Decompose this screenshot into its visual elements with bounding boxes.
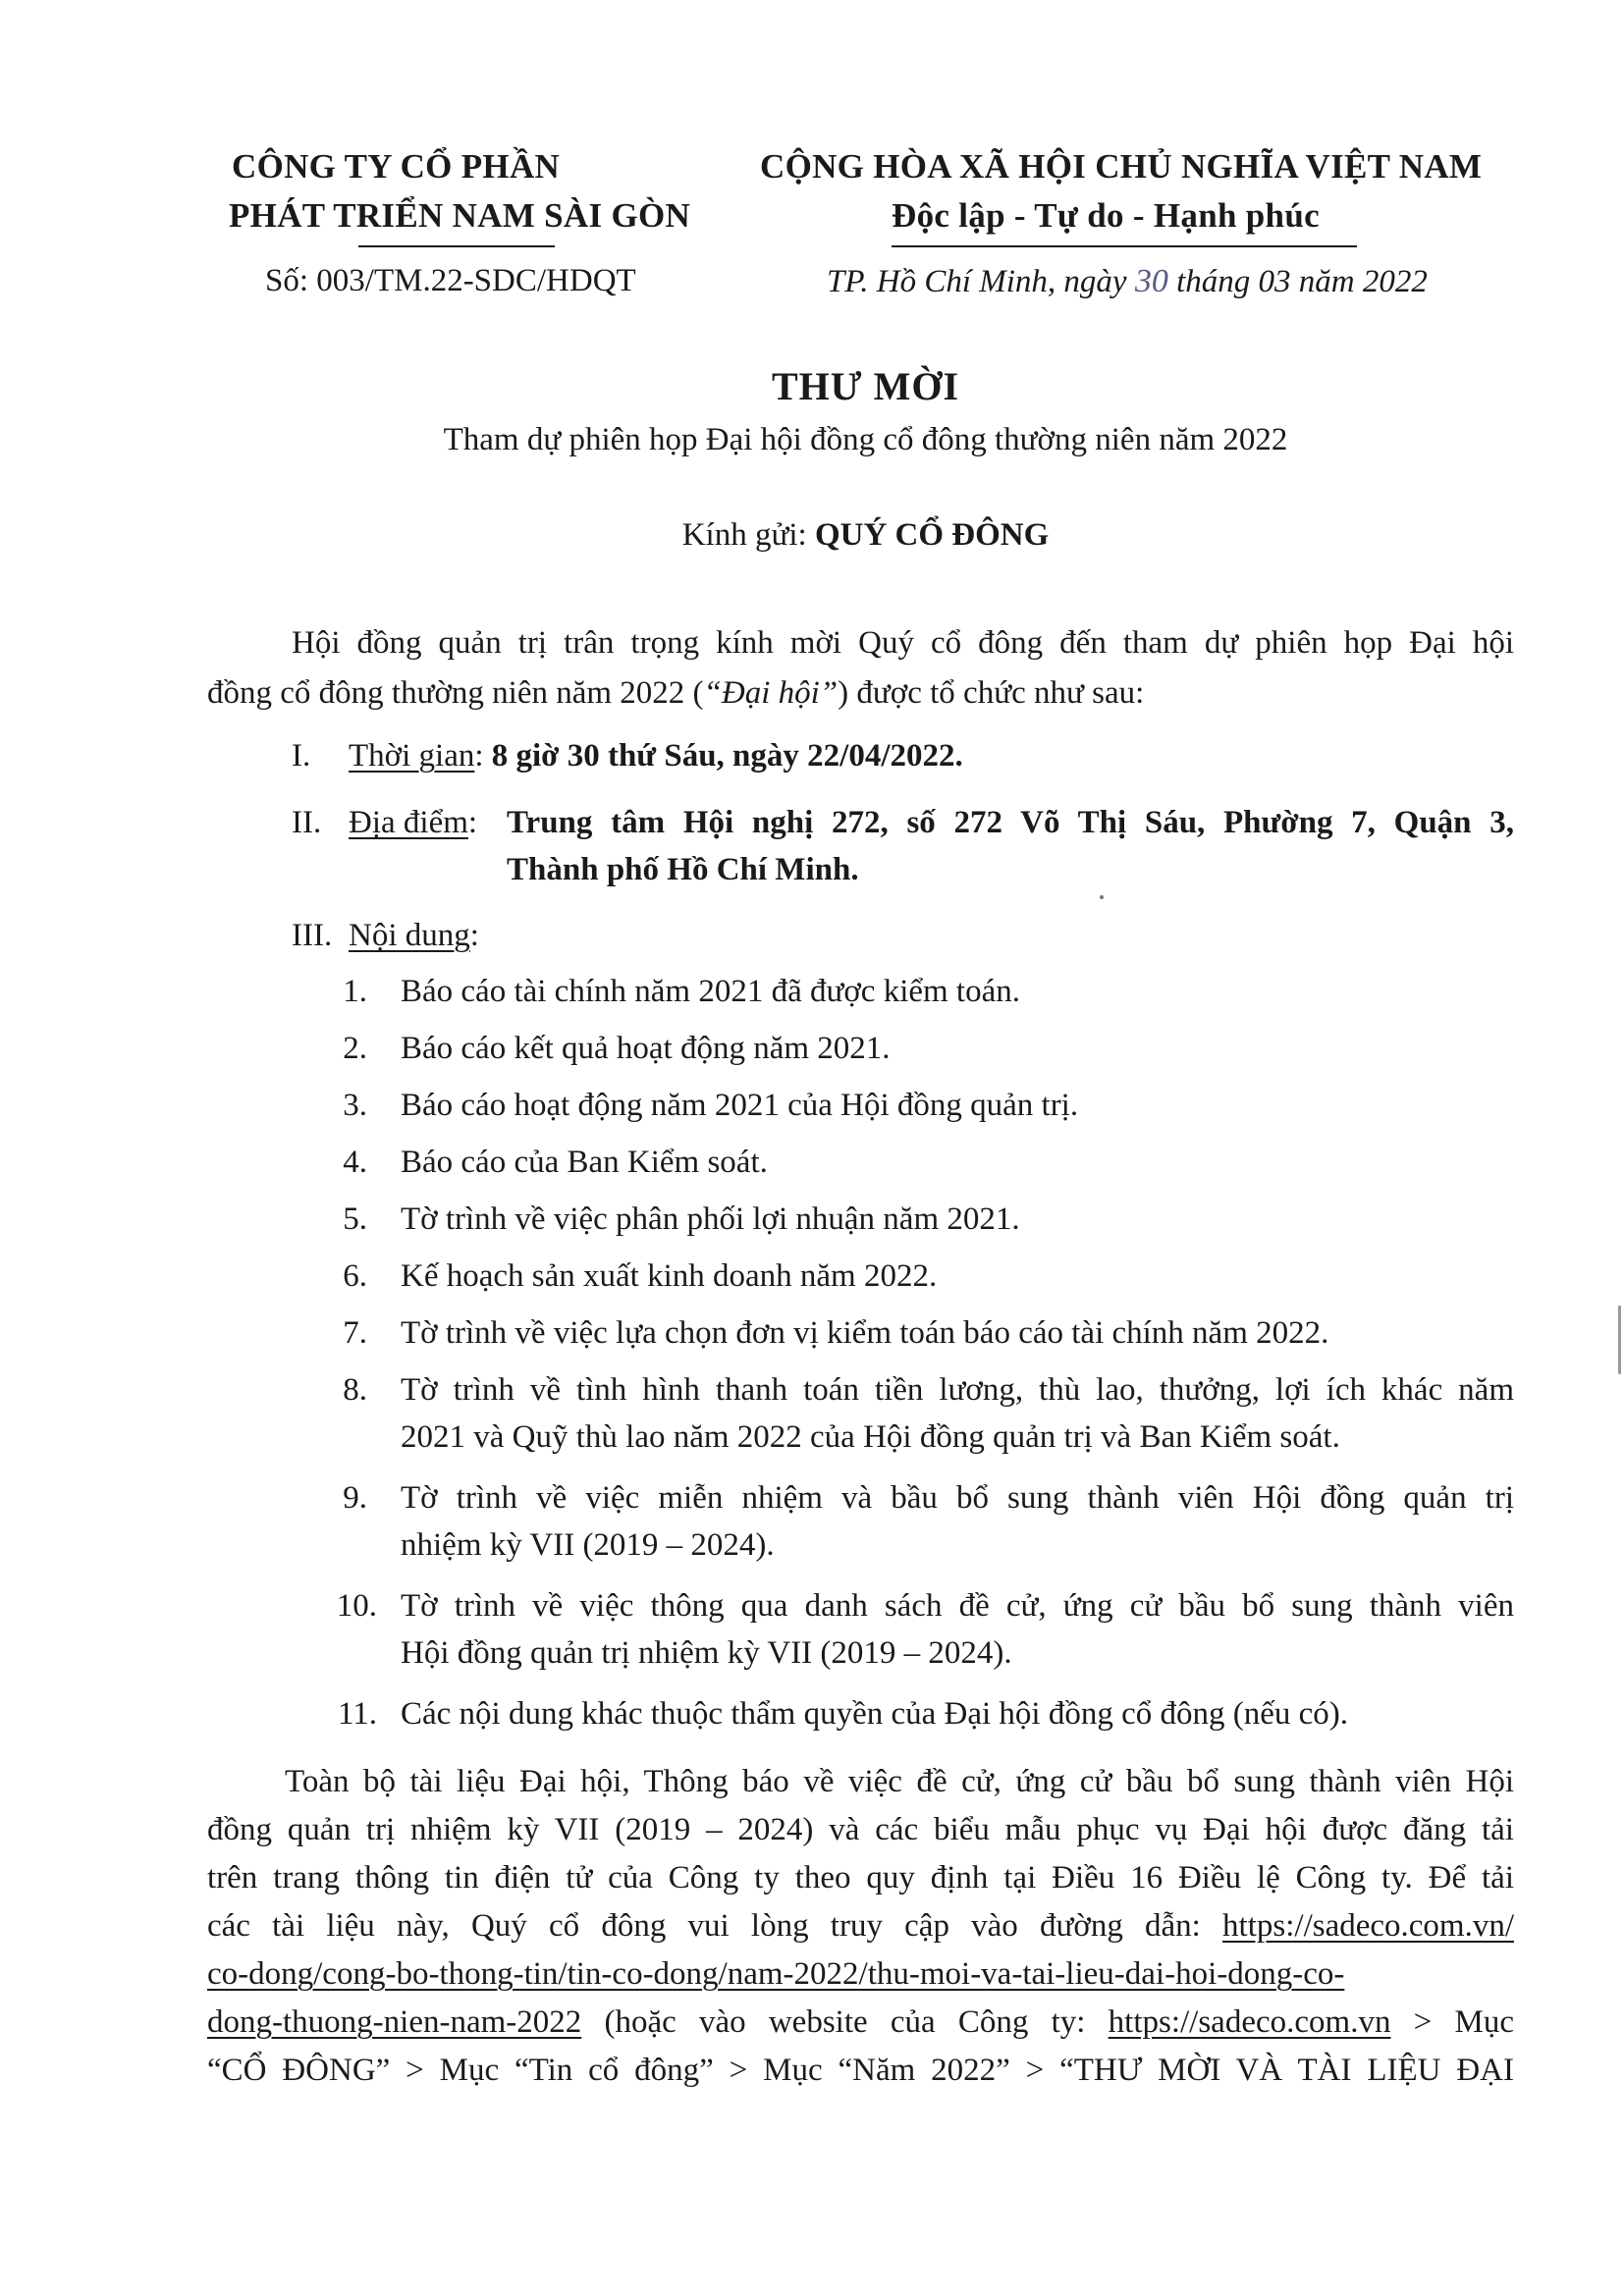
section-time-number: I. bbox=[292, 738, 311, 774]
agenda-number: 1. bbox=[343, 974, 367, 1009]
intro-line-2-italic: “Đại hội” bbox=[703, 675, 839, 711]
section-content-colon: : bbox=[469, 918, 479, 953]
agenda-item-cont: 2021 và Quỹ thù lao năm 2022 của Hội đồng quản trị và Ban Kiểm soát. bbox=[401, 1419, 1340, 1455]
agenda-item-cont: Hội đồng quản trị nhiệm kỳ VII (2019 – 2024). bbox=[401, 1635, 1012, 1671]
intro-line-2 bbox=[207, 675, 1144, 712]
agenda-item: Báo cáo kết quả hoạt động năm 2021. bbox=[401, 1031, 891, 1066]
nation-title: CỘNG HÒA XÃ HỘI CHỦ NGHĨA VIỆT NAM bbox=[760, 147, 1483, 186]
agenda-item: Tờ trình về việc lựa chọn đơn vị kiểm toán báo cáo tài chính năm 2022. bbox=[401, 1315, 1329, 1351]
closing-line-6-text-a: (hoặc vào website của Công ty: bbox=[581, 2004, 1109, 2040]
section-time-label: Thời gian bbox=[349, 738, 475, 774]
section-place-value-line2: Thành phố Hồ Chí Minh. bbox=[507, 852, 859, 887]
place-date-prefix: TP. Hồ Chí Minh, ngày bbox=[827, 264, 1135, 299]
agenda-item: Báo cáo của Ban Kiểm soát. bbox=[401, 1145, 768, 1180]
section-place-colon: : bbox=[467, 805, 478, 840]
agenda-item: Tờ trình về việc phân phối lợi nhuận năm 2021. bbox=[401, 1201, 1020, 1237]
closing-line-7: “CỔ ĐÔNG” > Mục “Tin cổ đông” > Mục “Năm 2022” > “THƯ MỜI VÀ TÀI LIỆU ĐẠI bbox=[207, 2053, 1514, 2088]
agenda-number: 3. bbox=[343, 1088, 367, 1123]
section-place bbox=[349, 805, 477, 841]
agenda-item: Tờ trình về việc miễn nhiệm và bầu bổ sung thành viên Hội đồng quản trị bbox=[401, 1480, 1514, 1516]
section-place-number: II. bbox=[292, 805, 322, 840]
agenda-number: 9. bbox=[343, 1480, 367, 1516]
place-date-suffix: tháng 03 năm 2022 bbox=[1167, 264, 1428, 299]
company-website-link[interactable]: https://sadeco.com.vn bbox=[1108, 2004, 1391, 2040]
company-name-line1: CÔNG TY CỔ PHẦN bbox=[232, 147, 561, 186]
closing-line-4 bbox=[207, 1908, 1514, 1945]
company-name-line2: PHÁT TRIỂN NAM SÀI GÒN bbox=[229, 196, 691, 235]
document-link-part1[interactable]: https://sadeco.com.vn/ bbox=[1222, 1908, 1514, 1944]
agenda-number: 8. bbox=[343, 1372, 367, 1408]
agenda-item: Báo cáo hoạt động năm 2021 của Hội đồng quản trị. bbox=[401, 1088, 1079, 1123]
agenda-item: Tờ trình về việc thông qua danh sách đề cử, ứng cử bầu bổ sung thành viên bbox=[401, 1588, 1514, 1624]
agenda-item: Tờ trình về tình hình thanh toán tiền lương, thù lao, thưởng, lợi ích khác năm bbox=[401, 1372, 1514, 1408]
agenda-number: 2. bbox=[343, 1031, 367, 1066]
nation-motto: Độc lập - Tự do - Hạnh phúc bbox=[892, 196, 1320, 235]
document-title: THƯ MỜI bbox=[771, 364, 960, 408]
section-content-number: III. bbox=[292, 918, 333, 953]
section-content bbox=[349, 918, 479, 954]
agenda-item: Kế hoạch sản xuất kinh doanh năm 2022. bbox=[401, 1258, 938, 1294]
document-number: Số: 003/TM.22-SDC/HDQT bbox=[265, 263, 636, 298]
agenda-number: 7. bbox=[343, 1315, 367, 1351]
closing-line-6-text-b: > Mục bbox=[1390, 2004, 1514, 2040]
intro-line-2b: ) được tổ chức như sau: bbox=[838, 675, 1145, 711]
intro-line-2a: đồng cổ đông thường niên năm 2022 ( bbox=[207, 675, 704, 711]
company-underline bbox=[358, 245, 555, 247]
scan-speck bbox=[1100, 895, 1104, 899]
closing-line-4-text: các tài liệu này, Quý cổ đông vui lòng truy cập vào đường dẫn: bbox=[207, 1908, 1223, 1944]
intro-line-1: Hội đồng quản trị trân trọng kính mời Quý cổ đông đến tham dự phiên họp Đại hội bbox=[292, 625, 1514, 661]
handwritten-day: 30 bbox=[1134, 263, 1168, 299]
section-time-value: 8 giờ 30 thứ Sáu, ngày 22/04/2022. bbox=[491, 738, 963, 774]
motto-underline bbox=[892, 245, 1357, 247]
agenda-number: 5. bbox=[343, 1201, 367, 1237]
salutation-recipient: QUÝ CỔ ĐÔNG bbox=[814, 517, 1050, 553]
agenda-number: 6. bbox=[343, 1258, 367, 1294]
closing-line-3: trên trang thông tin điện tử của Công ty theo quy định tại Điều 16 Điều lệ Công ty. Để tải bbox=[207, 1860, 1514, 1896]
closing-line-1: Toàn bộ tài liệu Đại hội, Thông báo về việc đề cử, ứng cử bầu bổ sung thành viên Hội bbox=[285, 1764, 1514, 1799]
document-link-part2[interactable]: co-dong/cong-bo-thong-tin/tin-co-dong/nam-2022/thu-moi-va-tai-lieu-dai-hoi-dong-co- bbox=[207, 1956, 1345, 1992]
section-time-colon: : bbox=[474, 738, 492, 774]
place-date bbox=[827, 263, 1428, 300]
document-link-part3[interactable]: dong-thuong-nien-nam-2022 bbox=[207, 2004, 582, 2040]
section-time bbox=[349, 738, 963, 774]
scan-speck bbox=[1618, 1306, 1621, 1374]
section-place-label: Địa điểm bbox=[349, 805, 468, 840]
agenda-item: Các nội dung khác thuộc thẩm quyền của Đại hội đồng cổ đông (nếu có). bbox=[401, 1696, 1348, 1732]
agenda-number: 10. bbox=[336, 1588, 377, 1624]
section-place-value-line1: Trung tâm Hội nghị 272, số 272 Võ Thị Sáu, Phường 7, Quận 3, bbox=[507, 805, 1514, 840]
agenda-number: 11. bbox=[337, 1696, 377, 1732]
salutation-prefix: Kính gửi: bbox=[681, 517, 815, 553]
document-subtitle: Tham dự phiên họp Đại hội đồng cổ đông thường niên năm 2022 bbox=[443, 422, 1288, 457]
closing-line-2: đồng quản trị nhiệm kỳ VII (2019 – 2024) và các biểu mẫu phục vụ Đại hội được đăng tải bbox=[207, 1812, 1514, 1847]
agenda-item: Báo cáo tài chính năm 2021 đã được kiểm toán. bbox=[401, 974, 1020, 1009]
section-content-label: Nội dung bbox=[349, 918, 470, 953]
agenda-number: 4. bbox=[343, 1145, 367, 1180]
salutation bbox=[0, 517, 1624, 554]
agenda-item-cont: nhiệm kỳ VII (2019 – 2024). bbox=[401, 1527, 775, 1563]
closing-line-6 bbox=[207, 2004, 1514, 2041]
